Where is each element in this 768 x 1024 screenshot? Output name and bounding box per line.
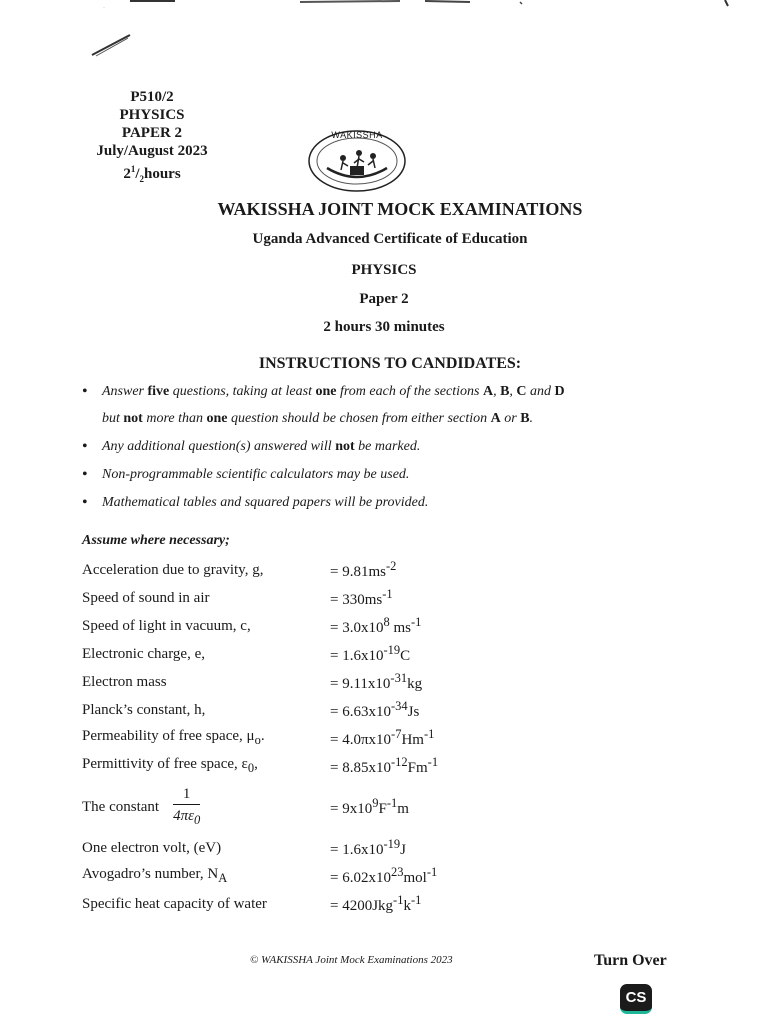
instructions-heading: INSTRUCTIONS TO CANDIDATES: bbox=[258, 355, 522, 372]
certificate-title: Uganda Advanced Certificate of Education bbox=[252, 231, 528, 247]
constant-value: = $9.11x10^{-31}kg$ bbox=[330, 671, 423, 692]
instruction-item: • Mathematical tables and squared papers will be provided. bbox=[80, 489, 700, 516]
constant-row bbox=[82, 612, 642, 640]
constant-name: Avogadro’s number, $N_A$ bbox=[82, 866, 228, 885]
duration-unit: hours bbox=[143, 166, 181, 182]
constant-value: = $8.85x10^{-12}Fm^{-1}$ bbox=[330, 755, 439, 776]
paper-title: Paper 2 bbox=[359, 291, 409, 307]
duration-num: 1 bbox=[130, 164, 136, 174]
constant-value: = $330ms^{-1}$ bbox=[330, 587, 393, 608]
constant-row bbox=[82, 696, 642, 724]
exam-title: WAKISSHA JOINT MOCK EXAMINATIONS bbox=[217, 199, 583, 219]
constant-row bbox=[82, 862, 642, 890]
pen-mark-icon bbox=[90, 30, 134, 60]
constant-name: Electron mass bbox=[82, 673, 167, 690]
instruction-item: • Answer five questions, taking at least one from each of the sections A, B, C and D but not more than one question should be chosen from either section A or B. bbox=[80, 378, 700, 432]
constant-value: = $4.0\pi x10^{-7}Hm^{-1}$ bbox=[330, 727, 435, 748]
top-edge-marks bbox=[0, 0, 768, 8]
duration-whole: 2 bbox=[123, 166, 131, 182]
paper-code: P510/2 bbox=[130, 89, 174, 105]
fraction: $\frac{1}{4\pi\varepsilon_0}$ bbox=[173, 785, 201, 827]
constant-name: Planck’s constant, h, bbox=[82, 701, 206, 718]
constant-name: Speed of light in vacuum, c, bbox=[82, 617, 251, 634]
constant-row bbox=[82, 640, 642, 668]
constants-heading: Assume where necessary; bbox=[82, 533, 230, 548]
constant-value: = $1.6x10^{-19}J$ bbox=[330, 837, 406, 858]
header-subject: PHYSICS bbox=[119, 107, 185, 123]
logo-text: WAKISSHA bbox=[331, 130, 383, 140]
header-duration: $2^1/_2hours$ bbox=[123, 164, 181, 184]
header-paper: PAPER 2 bbox=[121, 125, 183, 141]
copyright-footer: © WAKISSHA Joint Mock Examinations 2023 bbox=[250, 954, 453, 966]
constant-row bbox=[82, 724, 642, 752]
duration-den: 2 bbox=[139, 174, 144, 184]
header-session: July/August 2023 bbox=[96, 143, 208, 159]
constant-row bbox=[82, 584, 642, 612]
constant-value: = $1.6x10^{-19}C$ bbox=[330, 643, 411, 664]
constant-value: = $6.02x10^{23}mol^{-1}$ bbox=[330, 865, 438, 886]
constant-value: = $9.81ms^{-2}$ bbox=[330, 559, 397, 580]
turn-over-label: Turn Over bbox=[594, 952, 667, 969]
instruction-item: • Any additional question(s) answered will not be marked. bbox=[80, 433, 700, 460]
constant-name: Specific heat capacity of water bbox=[82, 895, 267, 912]
constant-name: Speed of sound in air bbox=[82, 589, 210, 606]
constant-row bbox=[82, 780, 642, 834]
constant-value: = $6.63x10^{-34}Js$ bbox=[330, 699, 420, 720]
constant-row bbox=[82, 834, 642, 862]
constants-table bbox=[82, 556, 642, 918]
constant-name: Acceleration due to gravity, g, bbox=[82, 561, 264, 578]
paper-header bbox=[82, 88, 222, 188]
duration-title: 2 hours 30 minutes bbox=[323, 319, 445, 335]
instruction-item: • Non-programmable scientific calculators may be used. bbox=[80, 461, 700, 488]
constant-name: Permeability of free space, $\mu_o$. bbox=[82, 728, 265, 747]
constant-name: The constant $\frac{1}{4\pi\varepsilon_0}$ bbox=[82, 780, 330, 834]
constant-row bbox=[82, 752, 642, 780]
constant-name: Electronic charge, e, bbox=[82, 645, 205, 662]
camscanner-badge-icon: CS bbox=[620, 984, 652, 1014]
instructions-list bbox=[80, 378, 700, 516]
constant-row bbox=[82, 556, 642, 584]
constant-value: = $9x10^9F^{-1}m$ bbox=[330, 796, 409, 817]
subject-title: PHYSICS bbox=[351, 262, 417, 278]
constant-value: = $4200Jkg^{-1}k^{-1}$ bbox=[330, 893, 422, 914]
constant-row bbox=[82, 668, 642, 696]
constant-name: One electron volt, (eV) bbox=[82, 839, 222, 856]
constant-row bbox=[82, 890, 642, 918]
constant-value: = $3.0x10^8$ $ms^{-1}$ bbox=[330, 615, 422, 636]
constant-name: Permittivity of free space, $\varepsilon_0$, bbox=[82, 756, 258, 775]
